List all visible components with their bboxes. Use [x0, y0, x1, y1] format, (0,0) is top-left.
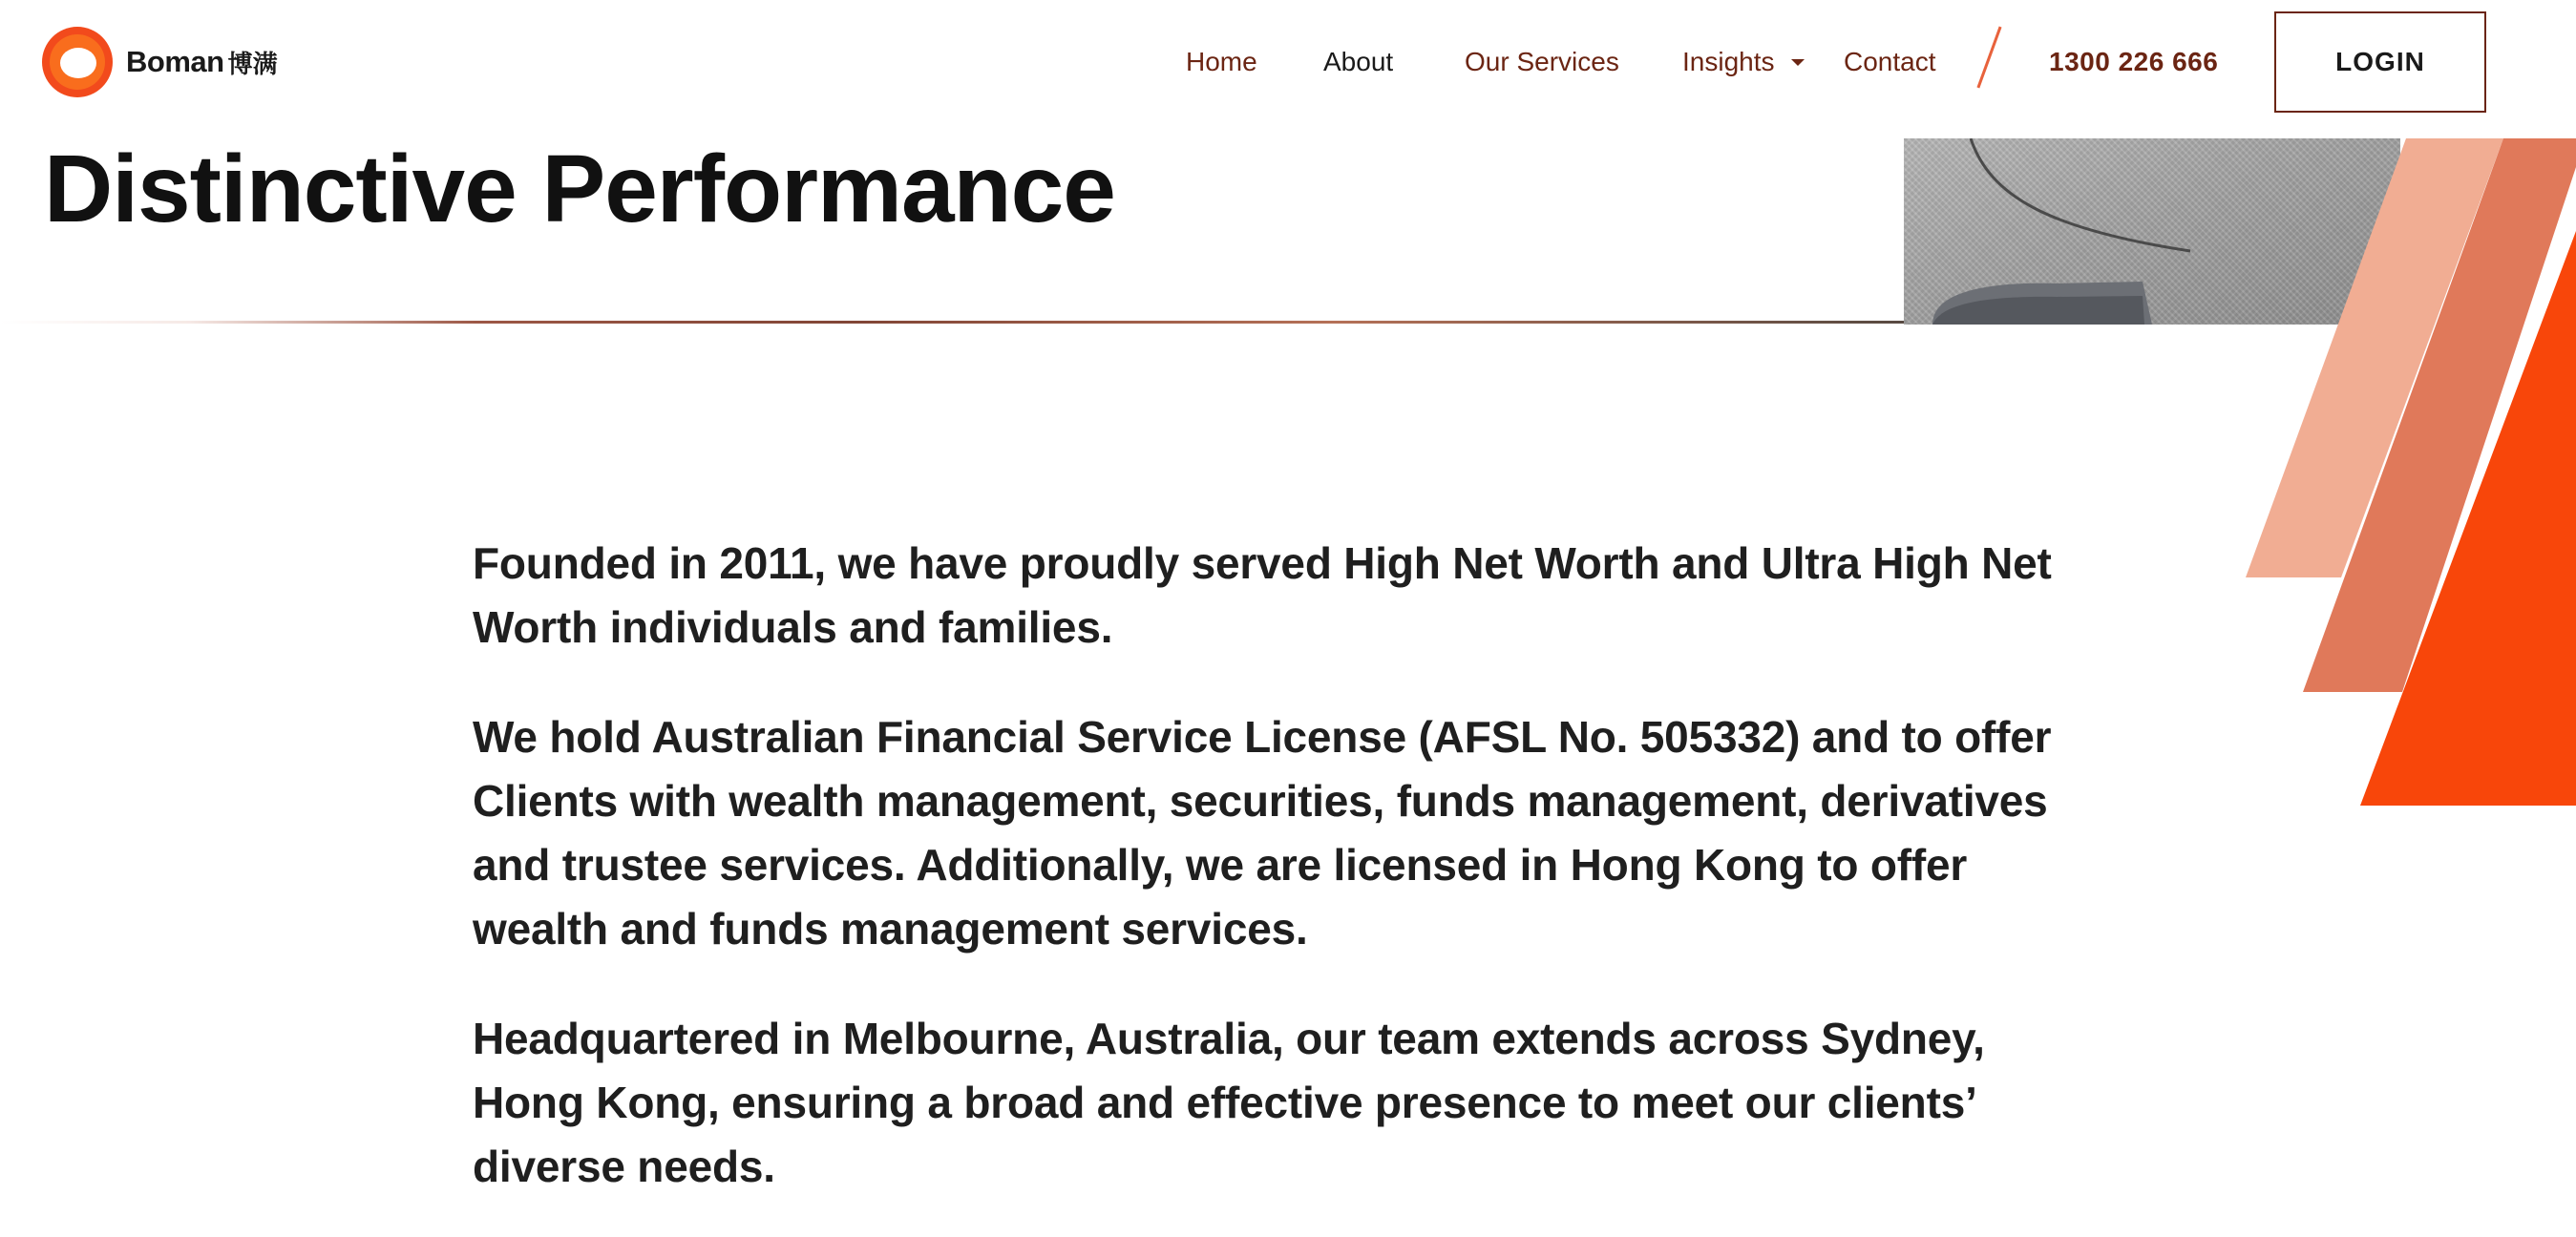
headquarters-paragraph: Headquartered in Melbourne, Australia, our team extends across Sydney, Hong Kong, ensuring a broad and effective presence to meet our clients’ diverse needs. [473, 1014, 1985, 1191]
nav-contact-link[interactable]: Contact [1844, 47, 1936, 76]
about-content [473, 532, 2058, 1237]
title-underline [0, 321, 1904, 324]
phone-link[interactable]: 1300 226 666 [2049, 47, 2219, 76]
brand-name: Boman [126, 45, 224, 78]
brand-name-cn: 博满 [227, 49, 278, 78]
nav-home-link[interactable]: Home [1186, 47, 1257, 76]
nav-services-link[interactable]: Our Services [1465, 47, 1619, 76]
brand-logo-link[interactable] [42, 27, 278, 97]
ring-logo-icon [42, 27, 113, 97]
hero-image [1904, 138, 2400, 325]
intro-paragraph: Founded in 2011, we have proudly served High Net Worth and Ultra High Net Worth individuals and families. [473, 538, 2052, 652]
nav-insights-link[interactable]: Insights [1682, 47, 1775, 76]
slash-divider [1976, 27, 2001, 89]
caret-down-icon[interactable] [1791, 59, 1805, 66]
page-title: Distinctive Performance [44, 136, 1115, 242]
site-header [0, 0, 2576, 124]
license-paragraph: We hold Australian Financial Service License (AFSL No. 505332) and to offer Clients with wealth management, securities, funds management, derivatives and trustee services. Additionally, we are licensed in Hong Kong to offer wealth and funds management services. [473, 712, 2052, 954]
login-button[interactable]: LOGIN [2274, 11, 2486, 113]
nav-about-link[interactable]: About [1323, 47, 1394, 76]
